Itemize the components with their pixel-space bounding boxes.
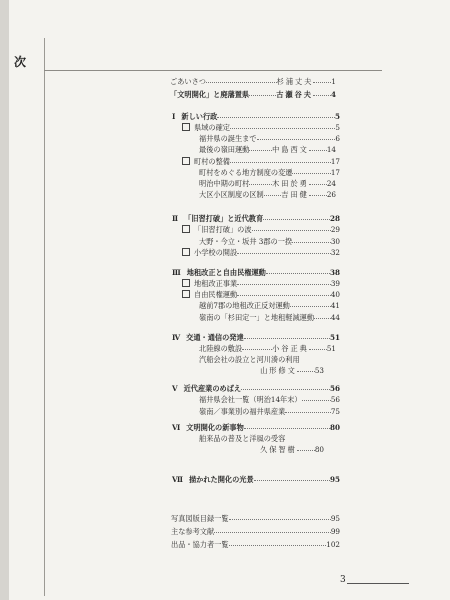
section-number: Ⅱ	[172, 214, 179, 224]
toc-page: 5	[334, 112, 340, 121]
section-number: Ⅲ	[172, 268, 181, 277]
toc-page: 56	[330, 395, 340, 405]
leader-dots	[257, 138, 336, 140]
checkbox-marker	[182, 290, 190, 298]
toc-entry	[182, 248, 340, 257]
leader-dots	[285, 411, 331, 413]
toc-label: 描かれた開化の光景	[188, 475, 254, 485]
toc-page: 51	[329, 332, 340, 342]
footer-rule	[347, 583, 409, 584]
toc-entry	[199, 395, 340, 404]
leader-dots	[249, 149, 272, 151]
toc-page: 17	[330, 167, 340, 177]
page-title: 次	[14, 55, 27, 69]
section-heading	[172, 268, 340, 277]
toc-entry	[182, 290, 340, 299]
section-heading	[172, 475, 340, 484]
toc-label: 町村の整備	[194, 156, 230, 166]
margin-rule	[44, 38, 45, 596]
toc-page: 44	[330, 312, 340, 322]
front-matter-row	[170, 90, 336, 99]
toc-label: 大区小区制度の区制	[199, 190, 264, 200]
toc-author: 木田於勇	[272, 179, 309, 188]
leader-dots	[309, 183, 327, 185]
toc-label: 汽船会社の設立と河川湊の利用	[199, 355, 300, 364]
leader-dots	[237, 283, 331, 285]
section-heading	[172, 214, 340, 223]
leader-dots	[244, 427, 330, 429]
toc-page: 14	[326, 145, 336, 155]
toc-entry	[199, 145, 336, 154]
toc-label: 自由民権運動	[194, 290, 238, 300]
leader-dots	[249, 183, 272, 185]
leader-dots	[266, 272, 330, 274]
toc-label: 主な参考文献	[171, 527, 215, 536]
toc-entry	[199, 179, 336, 188]
toc-label: 県域の確定	[194, 123, 230, 132]
leader-dots	[313, 94, 331, 96]
checkbox-marker	[182, 157, 190, 165]
toc-label: 文明開化の新事物	[186, 422, 244, 432]
leader-dots	[229, 544, 327, 546]
toc-page: 56	[329, 384, 340, 394]
toc-label: 嶺南の「杉田定一」と地租軽減運動	[199, 312, 315, 322]
leader-dots	[302, 399, 331, 401]
toc-page: 80	[329, 422, 340, 432]
toc-label: 出品・協力者一覧	[171, 540, 229, 549]
leader-dots	[292, 241, 331, 243]
leader-dots	[249, 94, 276, 96]
toc-label: 舶来品の普及と洋風の受容	[199, 433, 286, 443]
leader-dots	[309, 348, 327, 350]
leader-dots	[292, 172, 330, 174]
toc-page: 38	[329, 268, 340, 277]
toc-entry	[199, 434, 285, 443]
toc-page: 99	[330, 527, 340, 536]
toc-entry	[199, 301, 340, 310]
toc-page: 32	[330, 247, 340, 257]
toc-label: 「文明開化」と廃藩置県	[170, 90, 250, 99]
section-heading	[172, 423, 340, 432]
toc-entry	[199, 190, 336, 199]
toc-label: 小学校の開設	[194, 247, 238, 257]
toc-page: 75	[330, 406, 340, 416]
leader-dots	[214, 531, 331, 533]
leader-dots	[229, 518, 331, 520]
leader-dots	[254, 479, 330, 481]
toc-page: 29	[330, 225, 340, 235]
book-spine-shadow	[0, 0, 9, 600]
appendix-row	[171, 540, 340, 549]
leader-dots	[309, 149, 327, 151]
toc-page: 17	[330, 156, 340, 166]
toc-entry	[182, 157, 340, 166]
checkbox-marker	[182, 279, 190, 287]
toc-page: 53	[314, 366, 324, 376]
toc-page: 1	[331, 77, 336, 86]
toc-label: 嶺南／事業別の福井県産業	[199, 406, 286, 416]
toc-entry	[199, 168, 340, 177]
toc-entry	[182, 279, 340, 288]
leader-dots	[237, 252, 331, 254]
toc-label: 大野・今立・坂井 3郡の一揆	[199, 236, 293, 246]
leader-dots	[297, 449, 315, 451]
toc-entry	[182, 225, 340, 234]
section-number: Ⅵ	[172, 422, 181, 432]
toc-page: 26	[326, 190, 336, 200]
leader-dots	[290, 305, 331, 307]
leader-dots	[263, 218, 330, 220]
toc-page: 39	[330, 279, 340, 288]
toc-label: 福井県会社一覧（明治14年末）	[199, 395, 302, 405]
leader-dots	[230, 127, 335, 129]
toc-author: 杉浦丈夫	[276, 77, 314, 86]
toc-author: 中島西文	[272, 145, 309, 155]
toc-label: 明治中期の町村	[199, 179, 250, 188]
toc-label: 町村をめぐる地方制度の変遷	[199, 167, 293, 177]
toc-page: 80	[314, 445, 324, 454]
checkbox-marker	[182, 225, 190, 233]
leader-dots	[244, 337, 330, 339]
section-number: Ⅴ	[172, 384, 178, 394]
leader-dots	[252, 229, 331, 231]
checkbox-marker	[182, 248, 190, 256]
toc-label: 「旧習打破」と近代教育	[184, 214, 264, 224]
toc-label: 最後の嶺田運動	[199, 145, 250, 155]
section-heading	[172, 384, 340, 393]
toc-label: 交通・通信の発達	[186, 332, 244, 342]
toc-page: 41	[330, 301, 340, 311]
toc-label: 近代産業のめばえ	[183, 384, 242, 394]
toc-entry	[199, 407, 340, 416]
toc-label: 福井県の誕生まで	[199, 134, 257, 144]
section-number: Ⅰ	[172, 112, 176, 121]
toc-label: 「旧習打破」の波	[194, 225, 252, 235]
toc-page: 24	[326, 179, 336, 188]
toc-author: 小谷正典	[272, 343, 309, 353]
toc-page: 102	[326, 540, 340, 549]
toc-page: 4	[330, 90, 336, 99]
leader-dots	[314, 317, 331, 319]
leader-dots	[309, 194, 327, 196]
toc-author: 山形修文	[260, 366, 297, 376]
leader-dots	[206, 81, 277, 83]
toc-label: 越前7郡の地租改正反対運動	[199, 301, 290, 311]
toc-page: 6	[335, 134, 340, 144]
toc-author: 久保智樹	[260, 445, 297, 454]
toc-entry	[199, 445, 324, 454]
section-number: Ⅳ	[172, 332, 181, 342]
leader-dots	[297, 370, 315, 372]
toc-page: 95	[329, 475, 340, 485]
toc-entry	[182, 123, 340, 132]
leader-dots	[237, 294, 331, 296]
leader-dots	[230, 161, 331, 163]
leader-dots	[241, 388, 330, 390]
toc-entry	[199, 355, 300, 364]
section-heading	[172, 112, 340, 121]
front-matter-row	[170, 77, 336, 86]
toc-entry	[199, 313, 340, 322]
toc-label: 写真図版目録一覧	[171, 514, 229, 523]
toc-entry	[199, 366, 324, 375]
section-number: Ⅶ	[172, 475, 183, 485]
toc-page: 40	[330, 290, 340, 300]
leader-dots	[217, 116, 335, 118]
toc-page: 5	[335, 123, 340, 132]
appendix-row	[171, 527, 340, 536]
toc-label: 地租改正事業	[194, 279, 238, 288]
toc-label: ごあいさつ	[170, 77, 206, 86]
appendix-row	[171, 514, 340, 523]
toc-page: 51	[326, 343, 336, 353]
page-number: 3	[340, 575, 346, 585]
toc-entry	[199, 237, 340, 246]
toc-page: 30	[330, 236, 340, 246]
section-heading	[172, 333, 340, 342]
toc-label: 新しい行政	[181, 112, 218, 121]
toc-author: 古瀬谷夫	[276, 90, 313, 99]
toc-entry	[199, 134, 340, 143]
toc-entry	[199, 344, 336, 353]
header-divider	[44, 70, 382, 71]
toc-label: 北陸線の敷設	[199, 343, 243, 353]
leader-dots	[313, 81, 331, 83]
toc-label: 地租改正と自由民権運動	[186, 268, 266, 277]
leader-dots	[264, 194, 282, 196]
toc-page: 28	[329, 214, 340, 224]
checkbox-marker	[182, 123, 190, 131]
toc-author: 吉田健	[281, 190, 309, 200]
leader-dots	[242, 348, 272, 350]
toc-page: 95	[330, 514, 340, 523]
